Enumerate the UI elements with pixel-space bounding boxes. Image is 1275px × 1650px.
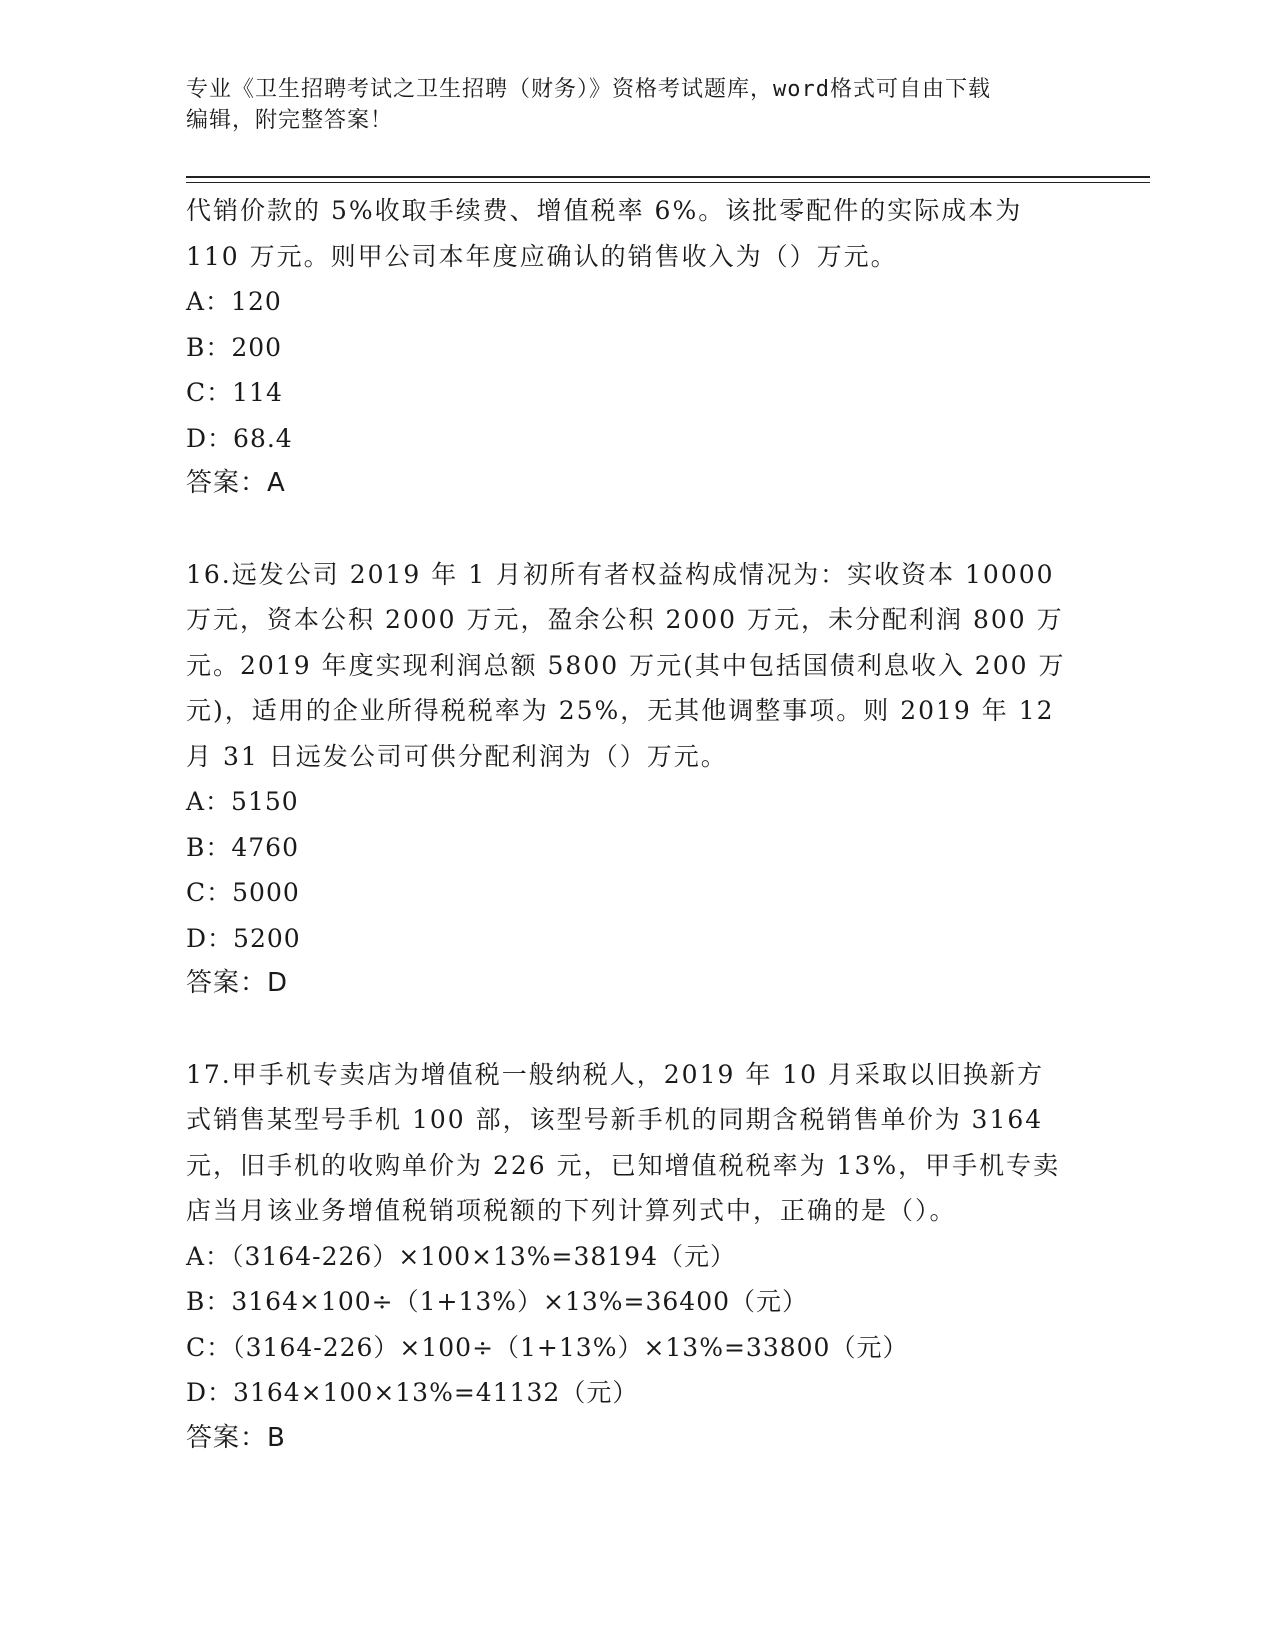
page-header <box>186 74 1066 136</box>
header-line-1: 专业《卫生招聘考试之卫生招聘（财务）》资格考试题库，word格式可自由下载 <box>186 77 991 102</box>
header-divider <box>186 176 1150 178</box>
option-b: B：3164×100÷（1+13%）×13%=36400（元） <box>186 1287 809 1316</box>
option-b: B：200 <box>186 332 283 362</box>
option-a: A：（3164-226）×100×13%=38194（元） <box>186 1241 736 1271</box>
header-line-2: 编辑，附完整答案！ <box>186 108 394 133</box>
option-b: B：4760 <box>186 832 299 862</box>
question-text-line: 16.远发公司 2019 年 1 月初所有者权益构成情况为：实收资本 10000 <box>186 559 1055 589</box>
option-d: D：3164×100×13%=41132（元） <box>186 1378 639 1407</box>
option-d: D：5200 <box>186 923 301 953</box>
option-a: A：5150 <box>186 787 299 816</box>
question-15 <box>186 188 1086 507</box>
option-d: D：68.4 <box>186 423 293 453</box>
question-list <box>186 188 1086 1461</box>
question-text-line: 17.甲手机专卖店为增值税一般纳税人，2019 年 10 月采取以旧换新方 <box>186 1059 1045 1089</box>
question-text-line: 元。2019 年度实现利润总额 5800 万元(其中包括国债利息收入 200 万 <box>186 650 1066 680</box>
option-c: C：5000 <box>186 878 300 907</box>
question-16 <box>186 552 1086 1007</box>
spacer <box>186 1007 1086 1052</box>
answer: 答案：A <box>186 468 286 498</box>
question-text-line: 式销售某型号手机 100 部，该型号新手机的同期含税销售单价为 3164 <box>186 1105 1044 1134</box>
header-divider-thin <box>186 182 1150 183</box>
question-17 <box>186 1052 1086 1462</box>
question-text-line: 店当月该业务增值税销项税额的下列计算列式中，正确的是（）。 <box>186 1196 957 1225</box>
question-text-line: 月 31 日远发公司可供分配利润为（）万元。 <box>186 741 728 771</box>
question-text-line: 110 万元。则甲公司本年度应确认的销售收入为（）万元。 <box>186 241 898 271</box>
answer: 答案：D <box>186 968 289 998</box>
question-text-line: 元)，适用的企业所得税税率为 25%，无其他调整事项。则 2019 年 12 <box>186 696 1055 725</box>
question-text-line: 元，旧手机的收购单价为 226 元，已知增值税税率为 13%，甲手机专卖 <box>186 1150 1061 1180</box>
question-text-line: 代销价款的 5%收取手续费、增值税率 6%。该批零配件的实际成本为 <box>186 196 1023 225</box>
question-text-line: 万元，资本公积 2000 万元，盈余公积 2000 万元，未分配利润 800 万 <box>186 605 1064 634</box>
option-c: C：（3164-226）×100÷（1+13%）×13%=33800（元） <box>186 1332 909 1362</box>
answer: 答案：B <box>186 1422 286 1453</box>
spacer <box>186 507 1086 552</box>
option-c: C：114 <box>186 378 283 407</box>
option-a: A：120 <box>186 287 282 316</box>
